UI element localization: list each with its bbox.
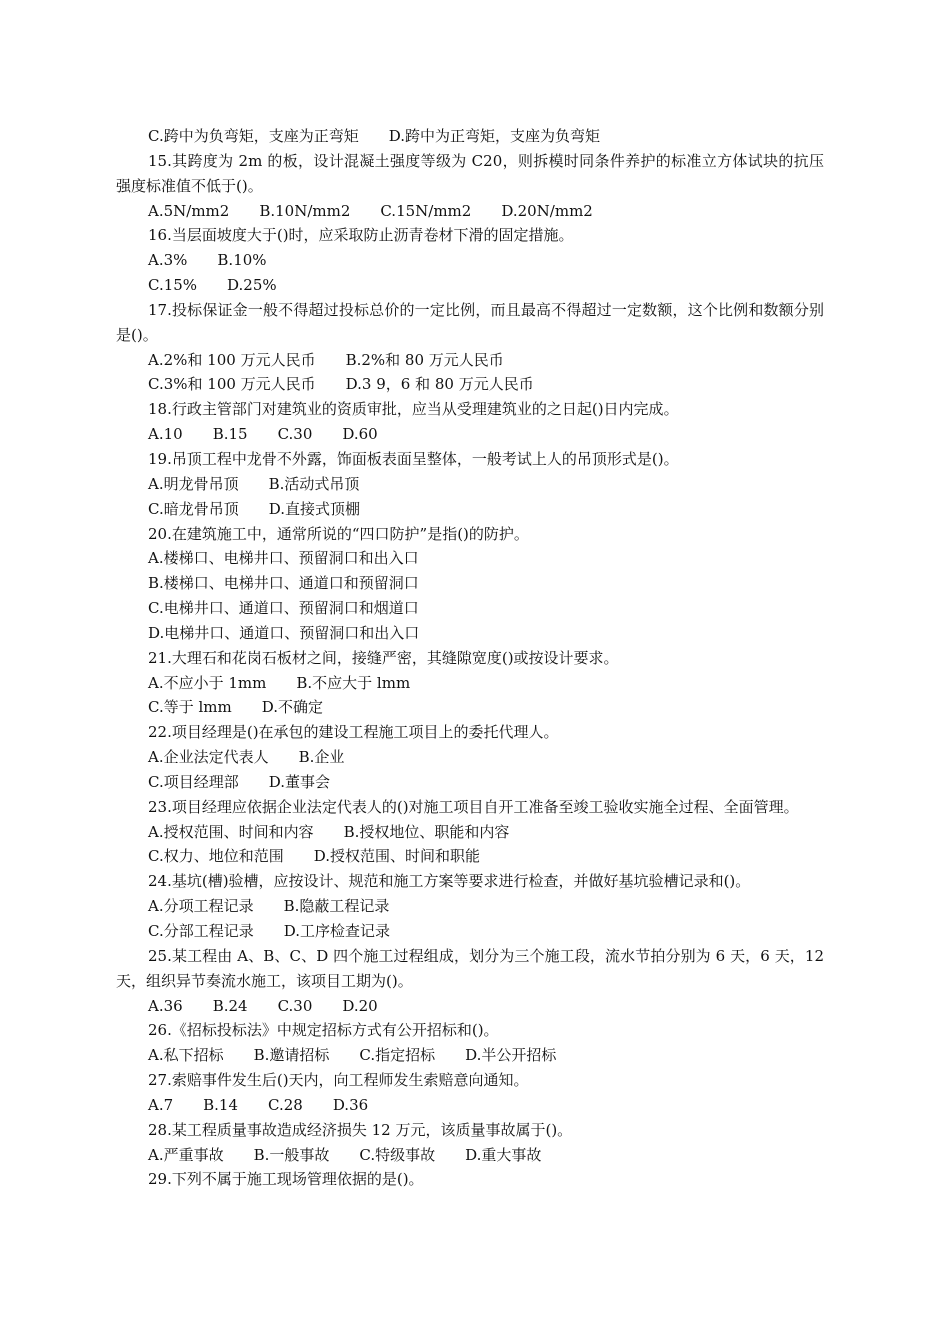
answer-option: B.楼梯口、电梯井口、通道口和预留洞口 bbox=[148, 574, 419, 593]
answer-options: C.暗龙骨吊顶 D.直接式顶棚 bbox=[148, 499, 360, 518]
answer-options: A.3% B.10% bbox=[148, 251, 267, 270]
answer-options: A.5N/mm2 B.10N/mm2 C.15N/mm2 D.20N/mm2 bbox=[148, 201, 593, 220]
answer-options: C.权力、地位和范围 D.授权范围、时间和职能 bbox=[148, 847, 480, 866]
answer-options: C.3%和 100 万元人民币 D.3 9，6 和 80 万元人民币 bbox=[148, 375, 534, 394]
answer-option: D.电梯井口、通道口、预留洞口和出入口 bbox=[148, 623, 420, 642]
answer-options: A.10 B.15 C.30 D.60 bbox=[148, 425, 378, 444]
answer-option: C.电梯井口、通道口、预留洞口和烟道口 bbox=[148, 599, 419, 618]
question-line: 24.基坑(槽)验槽，应按设计、规范和施工方案等要求进行检查，并做好基坑验槽记录和()。 bbox=[148, 872, 751, 891]
question-paragraph: 15.其跨度为 2m 的板，设计混凝土强度等级为 C20，则拆模时同条件养护的标准立方体试块的抗压强度标准值不低于()。 bbox=[116, 151, 824, 195]
question-line: 20.在建筑施工中，通常所说的“四口防护”是指()的防护。 bbox=[148, 524, 529, 543]
question-line: 21.大理石和花岗石板材之间，接缝严密，其缝隙宽度()或按设计要求。 bbox=[148, 648, 619, 667]
question-paragraph: 23.项目经理应依据企业法定代表人的()对施工项目自开工准备至竣工验收实施全过程、全面管理。 bbox=[148, 797, 799, 816]
answer-options: A.7 B.14 C.28 D.36 bbox=[148, 1095, 369, 1114]
answer-options: A.2%和 100 万元人民币 B.2%和 80 万元人民币 bbox=[148, 350, 504, 369]
document-body bbox=[116, 124, 824, 1192]
answer-options: C.15% D.25% bbox=[148, 276, 277, 295]
question-line: 22.项目经理是()在承包的建设工程施工项目上的委托代理人。 bbox=[148, 723, 559, 742]
answer-options: C.等于 lmm D.不确定 bbox=[148, 698, 323, 717]
answer-option: A.楼梯口、电梯井口、预留洞口和出入口 bbox=[148, 549, 419, 568]
text-line: C.跨中为负弯矩，支座为正弯矩 D.跨中为正弯矩，支座为负弯矩 bbox=[148, 127, 600, 145]
question-line: 19.吊顶工程中龙骨不外露，饰面板表面呈整体，一般考试上人的吊顶形式是()。 bbox=[148, 449, 679, 468]
answer-options: A.明龙骨吊顶 B.活动式吊顶 bbox=[148, 474, 360, 493]
question-line: 26.《招标投标法》中规定招标方式有公开招标和()。 bbox=[148, 1021, 499, 1040]
question-line: 18.行政主管部门对建筑业的资质审批，应当从受理建筑业的之日起()日内完成。 bbox=[148, 400, 679, 419]
answer-options: A.严重事故 B.一般事故 C.特级事故 D.重大事故 bbox=[148, 1145, 542, 1164]
question-line: 29.下列不属于施工现场管理依据的是()。 bbox=[148, 1170, 424, 1189]
question-paragraph: 17.投标保证金一般不得超过投标总价的一定比例，而且最高不得超过一定数额，这个比例和数额分别是()。 bbox=[116, 300, 824, 344]
question-line: 27.索赔事件发生后()天内，向工程师发生索赔意向通知。 bbox=[148, 1071, 529, 1090]
question-line: 28.某工程质量事故造成经济损失 12 万元，该质量事故属于()。 bbox=[148, 1120, 573, 1139]
answer-options: A.企业法定代表人 B.企业 bbox=[148, 748, 345, 767]
question-paragraph: 25.某工程由 A、B、C、D 四个施工过程组成，划分为三个施工段，流水节拍分别为 6 天，6 天，12 天，组织异节奏流水施工，该项目工期为()。 bbox=[116, 946, 824, 990]
answer-options: A.授权范围、时间和内容 B.授权地位、职能和内容 bbox=[148, 822, 510, 841]
answer-options: A.私下招标 B.邀请招标 C.指定招标 D.半公开招标 bbox=[148, 1046, 557, 1065]
answer-options: C.分部工程记录 D.工序检查记录 bbox=[148, 922, 390, 940]
question-line: 16.当层面坡度大于()时，应采取防止沥青卷材下滑的固定措施。 bbox=[148, 226, 574, 245]
answer-options: A.不应小于 1mm B.不应大于 lmm bbox=[148, 673, 411, 692]
answer-options: A.分项工程记录 B.隐蔽工程记录 bbox=[148, 897, 390, 916]
answer-options: A.36 B.24 C.30 D.20 bbox=[148, 996, 378, 1015]
answer-options: C.项目经理部 D.董事会 bbox=[148, 772, 330, 791]
